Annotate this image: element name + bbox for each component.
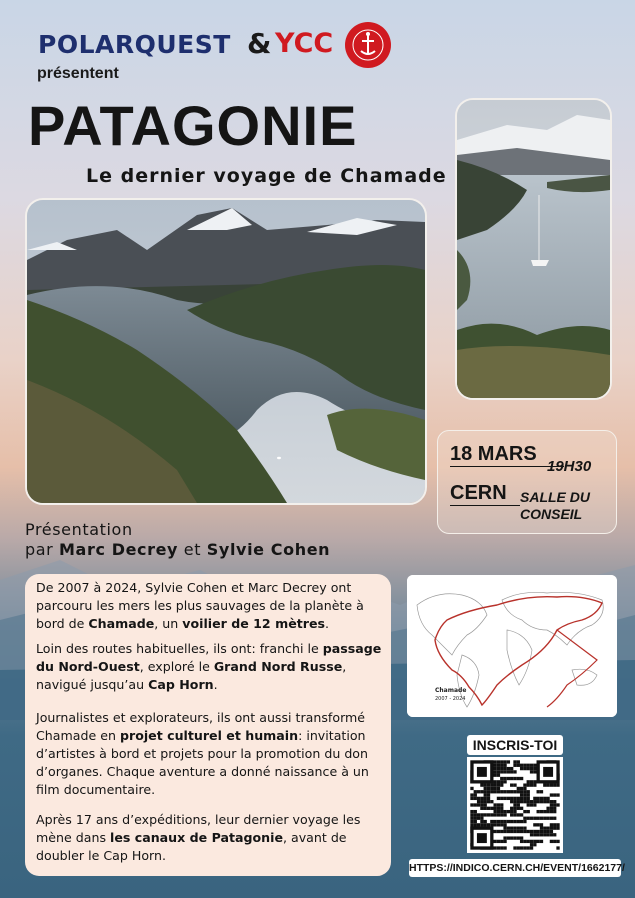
map-legend-title: Chamade	[435, 687, 467, 694]
paragraph-1: De 2007 à 2024, Sylvie Cohen et Marc Decrey ont parcouru les mers les plus sauvages de la planète à bord de Chamade, un voilier de 12 mètres.	[36, 580, 364, 631]
paragraph-2: Loin des routes habituelles, ils ont: franchi le passage du Nord-Ouest, exploré le Grand Nord Russe, navigué jusqu’au Cap Horn.	[36, 641, 382, 692]
presentation-label: Présentation	[25, 520, 133, 539]
register-label: INSCRIS-TOI	[467, 735, 563, 755]
map-legend-years: 2007 - 2024	[435, 696, 466, 702]
event-venue: CERN	[450, 482, 507, 504]
ampersand: &	[247, 27, 272, 60]
subtitle: Le dernier voyage de Chamade	[86, 165, 447, 187]
event-time: 19H30	[547, 458, 592, 475]
ycc-seal-logo	[344, 21, 392, 69]
par-text: par	[25, 540, 54, 559]
fjord-photo	[25, 198, 427, 505]
event-date: 18 MARS	[450, 443, 537, 465]
date-underline	[450, 466, 564, 467]
venue-underline	[450, 505, 520, 506]
world-map-icon	[407, 575, 617, 717]
paragraph-3: Journalistes et explorateurs, ils ont aussi transformé Chamade en projet culturel et humain: invitation d’artistes à bord et projets pour la promotion du don d’organes. Chaque aventure a donné naissance à un film documentaire.	[36, 710, 369, 797]
description-card	[25, 574, 391, 876]
paragraph-4: Après 17 ans d’expéditions, leur dernier voyage les mène dans les canaux de Patagonie, avant de doubler le Cap Horn.	[36, 812, 361, 863]
event-room: SALLE DU CONSEIL	[520, 489, 590, 522]
presenter-name-2: Sylvie Cohen	[206, 540, 331, 559]
date-venue-box	[437, 430, 617, 534]
presenter-name-1: Marc Decrey	[59, 540, 179, 559]
presentent-label: présentent	[37, 65, 119, 82]
sailboat-photo	[455, 98, 612, 400]
registration-url[interactable]: HTTPS://INDICO.CERN.CH/EVENT/1662177/	[409, 859, 621, 877]
page-title: PATAGONIE	[28, 94, 358, 157]
qr-code-icon[interactable]	[467, 757, 563, 853]
et-text: et	[183, 540, 202, 559]
polarquest-logo: POLARQUEST	[38, 30, 231, 59]
presenters-line	[25, 540, 330, 559]
route-map	[407, 575, 617, 717]
ycc-logo-text: YCC	[275, 28, 334, 59]
